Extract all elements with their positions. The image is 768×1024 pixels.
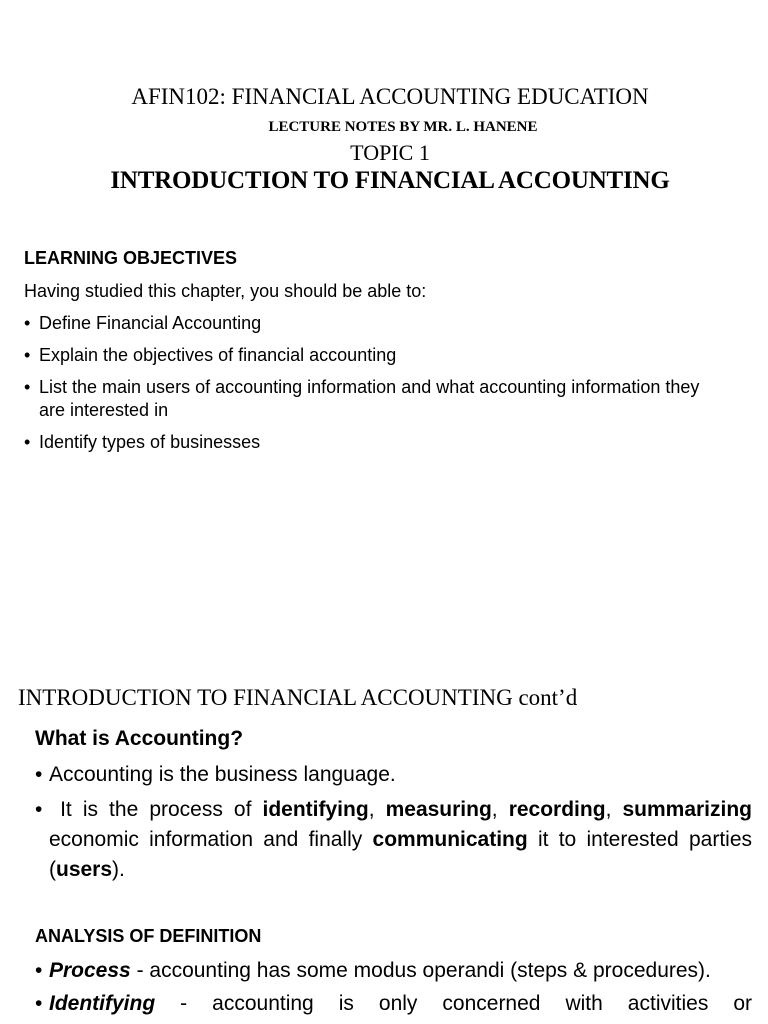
objective-item: • Define Financial Accounting bbox=[24, 313, 262, 333]
objective-item: • List the main users of accounting information and what accounting information they are interested in bbox=[24, 377, 700, 420]
analysis-list bbox=[35, 956, 752, 1022]
course-title: AFIN102: FINANCIAL ACCOUNTING EDUCATION bbox=[131, 84, 649, 109]
analysis-item: • Identifying - accounting is only concerned with activities or bbox=[35, 989, 752, 1019]
bullet-icon: • bbox=[24, 377, 31, 397]
analysis-heading: ANALYSIS OF DEFINITION bbox=[35, 926, 262, 946]
bullet-icon: • bbox=[24, 345, 31, 365]
slide-title: INTRODUCTION TO FINANCIAL ACCOUNTING bbox=[110, 167, 670, 194]
definition-item: • It is the process of identifying, measuring, recording, summarizing economic information and finally communicating it to interested parties (users). bbox=[35, 795, 752, 885]
definition-list bbox=[35, 760, 752, 890]
learning-objectives-heading: LEARNING OBJECTIVES bbox=[24, 248, 238, 268]
learning-objectives-intro: Having studied this chapter, you should be able to: bbox=[24, 281, 427, 301]
bullet-icon: • bbox=[35, 763, 43, 786]
bullet-icon: • bbox=[24, 313, 31, 333]
learning-objectives-list bbox=[24, 312, 704, 463]
bullet-icon: • bbox=[35, 959, 43, 982]
bullet-icon: • bbox=[24, 432, 31, 452]
lecturer-line: LECTURE NOTES BY MR. L. HANENE bbox=[268, 119, 538, 135]
bullet-icon: • bbox=[35, 798, 43, 821]
analysis-item: • Process - accounting has some modus operandi (steps & procedures). bbox=[35, 956, 752, 986]
objective-item: • Explain the objectives of financial accounting bbox=[24, 345, 397, 365]
definition-item: • Accounting is the business language. bbox=[35, 760, 752, 790]
what-is-accounting-heading: What is Accounting? bbox=[35, 727, 244, 750]
bullet-icon: • bbox=[35, 992, 43, 1015]
objective-item: • Identify types of businesses bbox=[24, 432, 261, 452]
topic-number: TOPIC 1 bbox=[350, 140, 430, 165]
slide-title-continued: INTRODUCTION TO FINANCIAL ACCOUNTING cont’d bbox=[18, 685, 578, 710]
